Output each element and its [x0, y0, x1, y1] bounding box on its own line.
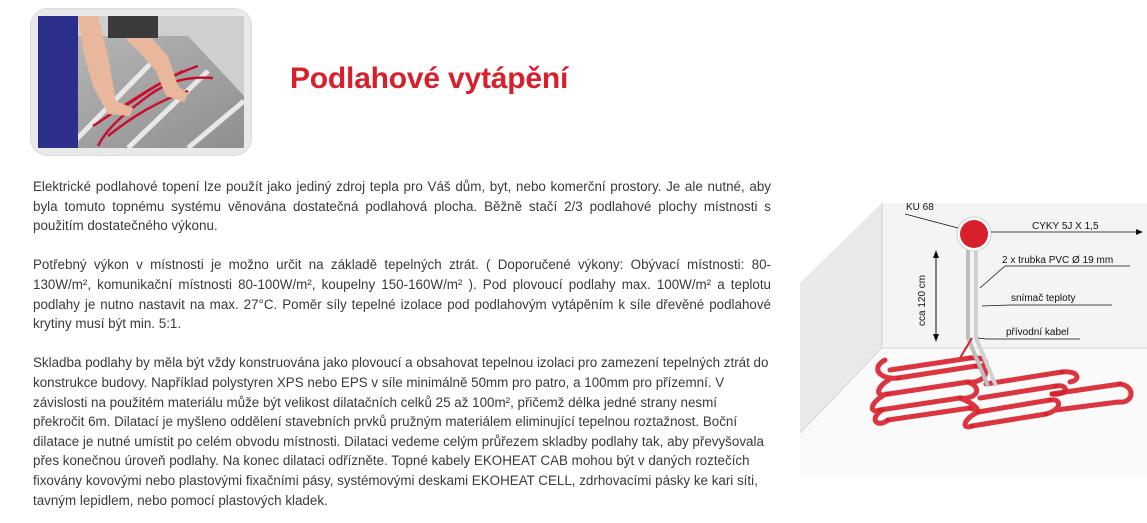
floor-heating-installation-photo — [38, 16, 244, 148]
label-conduit: 2 x trubka PVC Ø 19 mm — [1002, 255, 1114, 266]
label-supply-cable: přívodní kabel — [1006, 327, 1069, 338]
installation-diagram — [800, 188, 1147, 478]
paragraph-intro: Elektrické podlahové topení lze použít jako jediný zdroj tepla pro Váš dům, byt, nebo komerční prostory. Je ale nutné, aby byla tomuto topnému systému věnována dostatečná podlahová plocha. Běžně stačí 2/3 podlahové plochy místnosti s použitím dostatečného výkonu. — [33, 179, 771, 234]
label-supply-cable-type: CYKY 5J X 1,5 — [1032, 221, 1099, 232]
label-junction-box: KU 68 — [906, 202, 934, 213]
page-title: Podlahové vytápění — [290, 62, 569, 95]
label-temperature-sensor: snímač teploty — [1011, 293, 1076, 304]
article-body — [33, 177, 771, 510]
paragraph-power: Potřebný výkon v místnosti je možno určit na základě tepelných ztrát. ( Doporučené výkony: Obývací místnosti: 80-130W/m², komunikační místnosti 80-100W/m², koupelny 150-160W/m² ). Pod plovoucí podlahy max. 100W/m² a teplotu podlahy je nutno nastavit na max. 27°C. Poměr síly tepelné izolace pod podlahovým vytápěním k síle dřevěné podlahové krytiny musí být min. 5:1. — [33, 257, 771, 332]
label-height: cca 120 cm — [917, 274, 928, 326]
hero-image-frame — [30, 8, 252, 156]
paragraph-floor-composition: Skladba podlahy by měla být vždy konstruována jako plovoucí a obsahovat tepelnou izolaci pro zamezení tepelných ztrát do konstrukce budovy. Například polystyren XPS nebo EPS v síle minimálně 50mm pro patro, a 100mm pro přízemní. V závislosti na použitém materiálu může být velikost dilatačních celků 25 až 100m², přičemž délka jedné strany nesmí překročit 6m. Dilatací je myšleno oddělení stavebních prvků pružným materiálem eliminující tepelnou roztažnost. Boční dilatace je nutné umístit po celém obvodu místnosti. Dilataci vedeme celým průřezem skladby podlahy tak, aby převyšovala přes konečnou úroveň podlahy. Na konec dilataci odřízněte. Topné kabely EKOHEAT CAB mohou být v daných roztečích fixovány kovovými nebo plastovými fixačními pásy, systémovými deskami EKOHEAT CELL, zdrhovacími pásky ke kari síti, tavným lepidlem, nebo pomocí plastových kladek. — [33, 355, 769, 508]
